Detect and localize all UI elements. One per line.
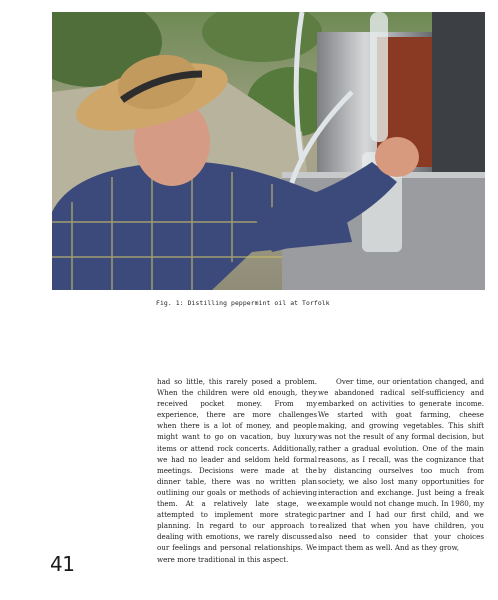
- figure-caption: Fig. 1: Distilling peppermint oil at Torfolk: [156, 299, 330, 307]
- body-text-right-column: Over time, our orientation changed, and we abandoned radical self-sufficiency and embarked on activities to generate income. We started with goat farming, cheese making, and growing vegetables. This shift was not the result of any formal decision, but rather a gradual evolution. One of the main reasons, as I recall, was the cognizance that by distancing ourselves too much from society, we also lost many opportunities for interaction and exchange. Just being a freak example would not change much. In 1980, my partner and I had our first child, and we realized that when you have children, you also need to consider that your choices impact them as well. And as they grow,: [318, 377, 484, 553]
- body-text-left-column: had so little, this rarely posed a problem. When the children were old enough, they received pocket money. From my experience, there are more challenges when there is a lot of money, and people might want to go on vacation, buy luxury items or attend rock concerts. Additionally, we had no leader and seldom held formal meetings. Decisions were made at the dinner table, there was no written plan outlining our goals or methods of achieving them. At a relatively late stage, we attempted to implement more strategic planning. In regard to our approach to dealing with emotions, we rarely discussed our feelings and personal relationships. We were more traditional in this aspect.: [157, 377, 317, 564]
- distilling-photo-illustration: [52, 12, 485, 290]
- page-number: 41: [50, 552, 75, 576]
- figure-photo: [52, 12, 485, 290]
